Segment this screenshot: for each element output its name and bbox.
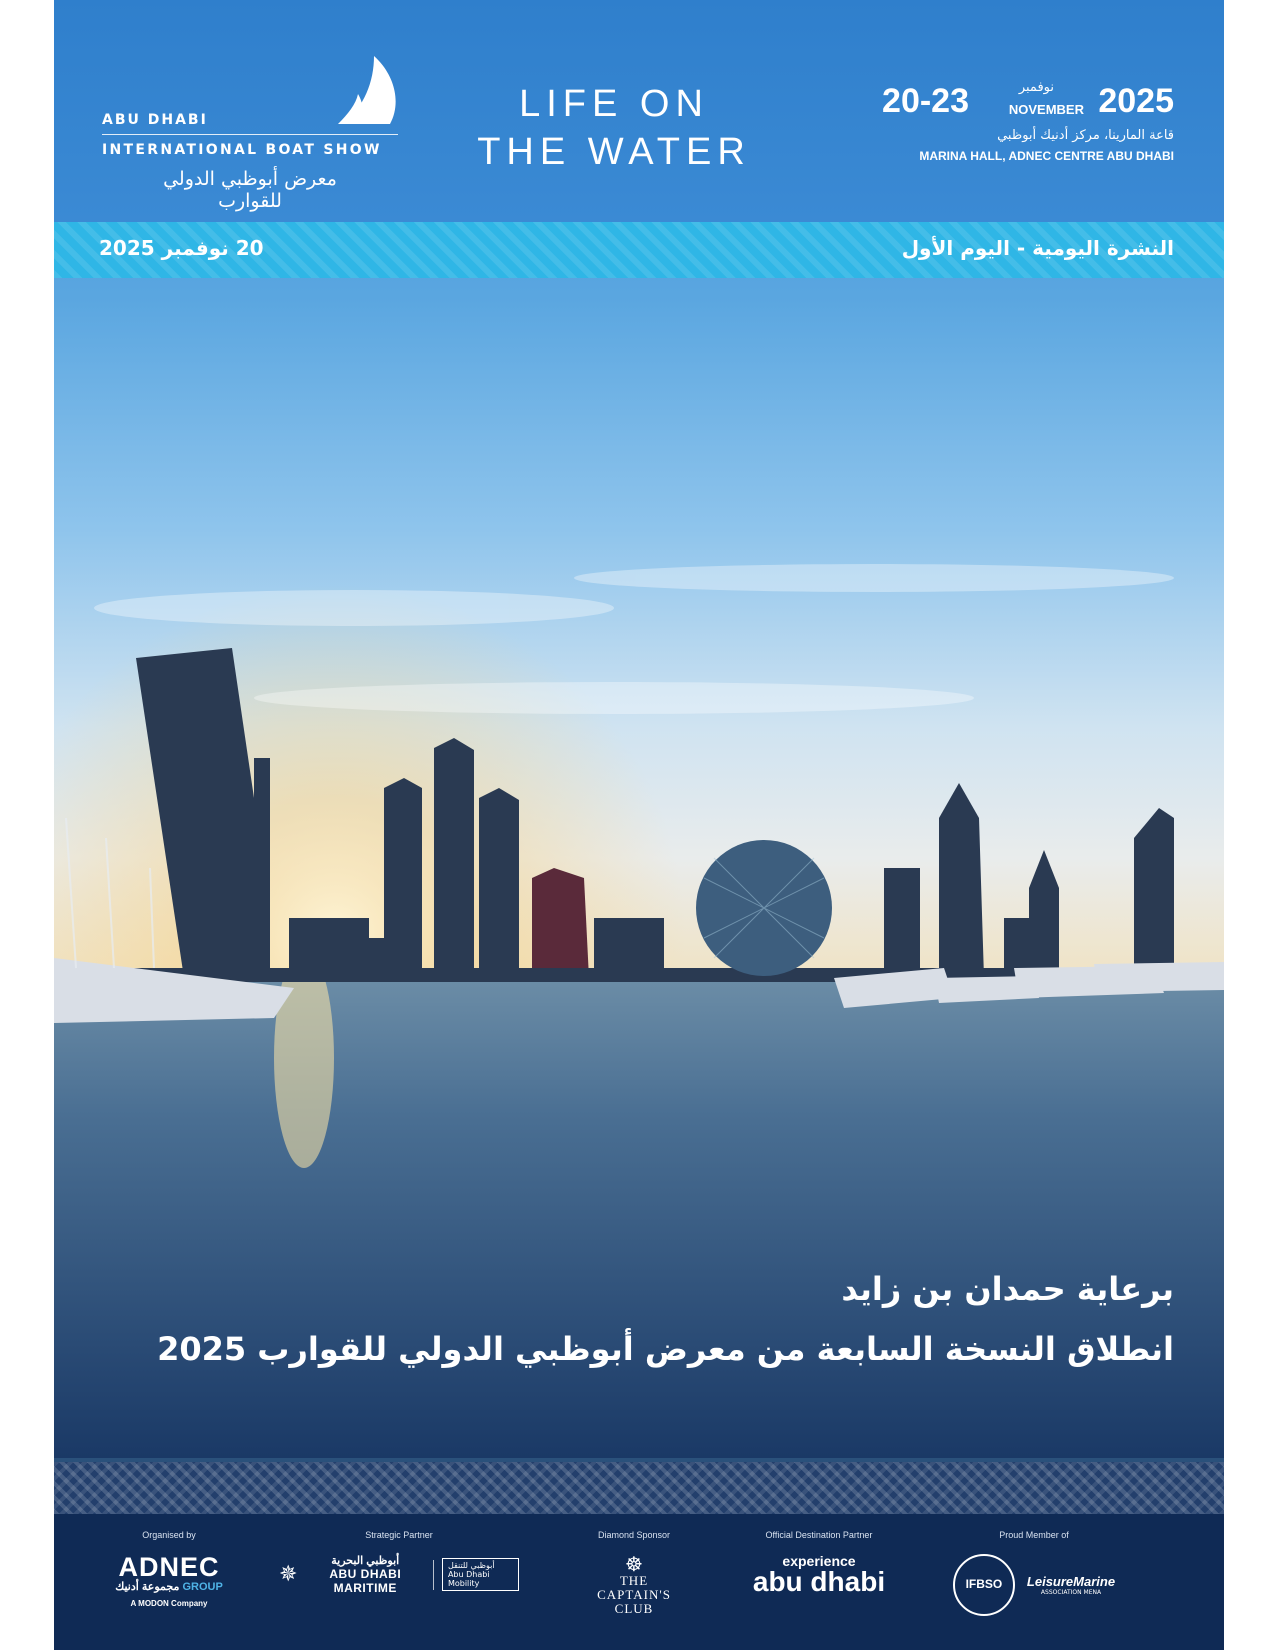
adnec-logo: ADNEC <box>118 1552 220 1582</box>
tagline-line-1: LIFE ON <box>519 83 709 125</box>
sponsor-adnec <box>109 1530 229 1608</box>
event-dates <box>854 82 1174 163</box>
issue-date: 20 نوفمبر 2025 <box>99 236 264 260</box>
maritime-logo: ABU DHABI MARITIME <box>329 1567 402 1595</box>
venue-english: MARINA HALL, ADNEC CENTRE ABU DHABI <box>919 149 1174 163</box>
sponsor-label: Organised by <box>142 1530 196 1540</box>
venue-arabic: قاعة المارينا، مركز أدنيك أبوظبي <box>997 128 1174 143</box>
sponsor-captains-club <box>574 1530 694 1616</box>
sponsor-label: Official Destination Partner <box>765 1530 873 1540</box>
month-english: NOVEMBER <box>1008 102 1084 117</box>
month-arabic: نوفمبر <box>1018 80 1054 95</box>
logo-line-boat-show: INTERNATIONAL BOAT SHOW <box>102 142 382 158</box>
brochure-cover <box>54 0 1224 1650</box>
adnec-logo-sub <box>109 1580 229 1593</box>
tagline <box>449 80 779 176</box>
adnec-modon-note: A MODON Company <box>130 1599 208 1608</box>
event-year: 2025 <box>1098 82 1174 120</box>
footer-pattern <box>54 1462 1224 1514</box>
captains-club-logo: THE CAPTAIN'S CLUB <box>597 1573 671 1616</box>
adnec-arabic: مجموعة أدنيك <box>115 1581 180 1593</box>
date-range: 20-23 <box>882 82 969 120</box>
logo-divider <box>102 134 398 135</box>
logo-arabic-name: معرض أبوظبي الدولي للقوارب <box>163 168 337 212</box>
maritime-arabic: أبوظبي البحرية <box>331 1555 400 1567</box>
ifbso-logo: IFBSO <box>953 1554 1015 1616</box>
sponsor-label: Strategic Partner <box>365 1530 433 1540</box>
leisure-marine-sub: ASSOCIATION MENA <box>1040 1589 1102 1596</box>
headline-main: انطلاق النسخة السابعة من معرض أبوظبي الدولي للقوارب 2025 <box>157 1330 1174 1368</box>
sponsor-experience-abu-dhabi <box>734 1530 904 1596</box>
issue-strip <box>54 222 1224 278</box>
leisure-marine-logo: LeisureMarine <box>1026 1574 1116 1589</box>
headline <box>157 1270 1174 1368</box>
adnec-group: GROUP <box>182 1581 223 1593</box>
abu-dhabi-logo: abu dhabi <box>752 1566 886 1597</box>
sponsor-label: Proud Member of <box>999 1530 1069 1540</box>
logo-line-abu-dhabi: ABU DHABI <box>102 112 208 128</box>
issue-title: النشرة اليومية - اليوم الأول <box>901 236 1174 260</box>
ship-wheel-icon: ☸ <box>625 1552 643 1576</box>
mobility-english: Abu Dhabi Mobility <box>447 1570 490 1588</box>
boat-show-logo <box>102 50 402 212</box>
sponsor-abu-dhabi-maritime <box>279 1530 519 1595</box>
sail-icon <box>334 54 406 130</box>
tagline-line-2: THE WATER <box>477 131 751 173</box>
header-band <box>54 0 1224 222</box>
headline-patronage: برعاية حمدان بن زايد <box>841 1270 1174 1308</box>
compass-icon: ✵ <box>279 1562 298 1587</box>
sponsors-footer <box>54 1462 1224 1650</box>
mobility-logo <box>442 1558 519 1591</box>
experience-word: experience <box>782 1553 856 1569</box>
mobility-arabic: أبوظبي للتنقل <box>447 1561 495 1570</box>
sponsor-label: Diamond Sponsor <box>597 1530 671 1540</box>
sponsor-memberships <box>939 1530 1129 1616</box>
